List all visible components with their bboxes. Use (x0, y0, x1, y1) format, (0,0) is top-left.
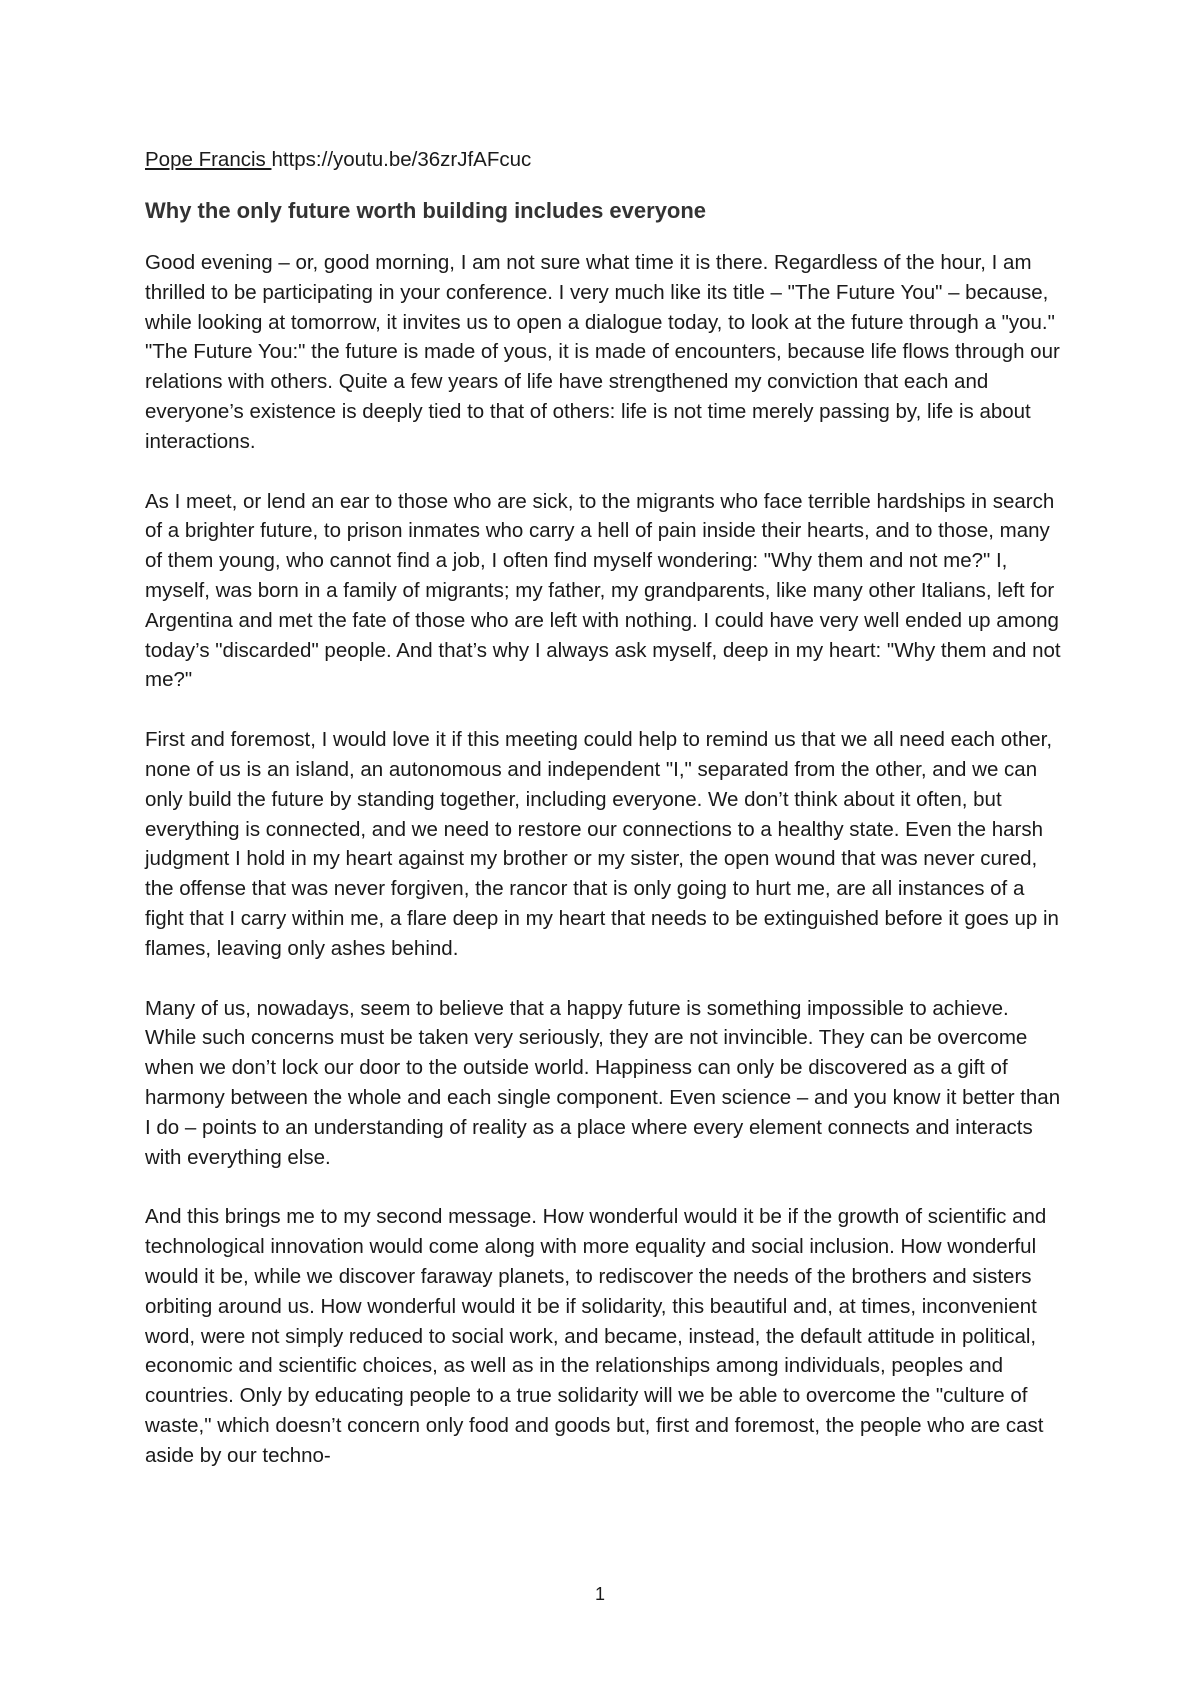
paragraph-4: Many of us, nowadays, seem to believe that a happy future is something impossible to achieve. While such concerns must be taken very seriously, they are not invincible. They can be overcome when we don’t lock our door to the outside world. Happiness can only be discovered as a gift of harmony between the whole and each single component. Even science – and you know it better than I do – points to an understanding of reality as a place where every element connects and interacts with everything else. (145, 996, 1061, 1169)
document-body (145, 146, 1065, 1500)
paragraph-2: As I meet, or lend an ear to those who are sick, to the migrants who face terrible hardships in search of a brighter future, to prison inmates who carry a hell of pain inside their hearts, and to those, many of them young, who cannot find a job, I often find myself wondering: "Why them and not me?" I, myself, was born in a family of migrants; my father, my grandparents, like many other Italians, left for Argentina and met the fate of those who are left with nothing. I could have very well ended up among today’s "discarded" people. And that’s why I always ask myself, deep in my heart: "Why them and not me?" (145, 489, 1061, 692)
source-link[interactable]: https://youtu.be/36zrJfAFcuc (271, 148, 532, 171)
page-number: 1 (594, 1584, 605, 1604)
paragraph-3: First and foremost, I would love it if this meeting could help to remind us that we all need each other, none of us is an island, an autonomous and independent "I," separated from the other, and we can only build the future by standing together, including everyone. We don’t think about it often, but everything is connected, and we need to restore our connections to a healthy state. Even the harsh judgment I hold in my heart against my brother or my sister, the open wound that was never cured, the offense that was never forgiven, the rancor that is only going to hurt me, are all instances of a fight that I carry within me, a flare deep in my heart that needs to be extinguished before it goes up in flames, leaving only ashes behind. (145, 728, 1059, 960)
document-title: Why the only future worth building includes everyone (145, 198, 707, 223)
source-author: Pope Francis (145, 148, 272, 171)
paragraph-1: Good evening – or, good morning, I am not sure what time it is there. Regardless of the hour, I am thrilled to be participating in your conference. I very much like its title – "The Future You" – because, while looking at tomorrow, it invites us to open a dialogue today, to look at the future through a "you." "The Future You:" the future is made of yous, it is made of encounters, because life flows through our relations with others. Quite a few years of life have strengthened my conviction that each and everyone’s existence is deeply tied to that of others: life is not time merely passing by, life is about interactions. (145, 251, 1060, 453)
paragraph-5: And this brings me to my second message. How wonderful would it be if the growth of scientific and technological innovation would come along with more equality and social inclusion. How wonderful would it be, while we discover faraway planets, to rediscover the needs of the brothers and sisters orbiting around us. How wonderful would it be if solidarity, this beautiful and, at times, inconvenient word, were not simply reduced to social work, and became, instead, the default attitude in political, economic and scientific choices, as well as in the relationships among individuals, peoples and countries. Only by educating people to a true solidarity will we be able to overcome the "culture of waste," which doesn’t concern only food and goods but, first and foremost, the people who are cast aside by our techno- (145, 1205, 1047, 1467)
source-line (145, 146, 1065, 174)
